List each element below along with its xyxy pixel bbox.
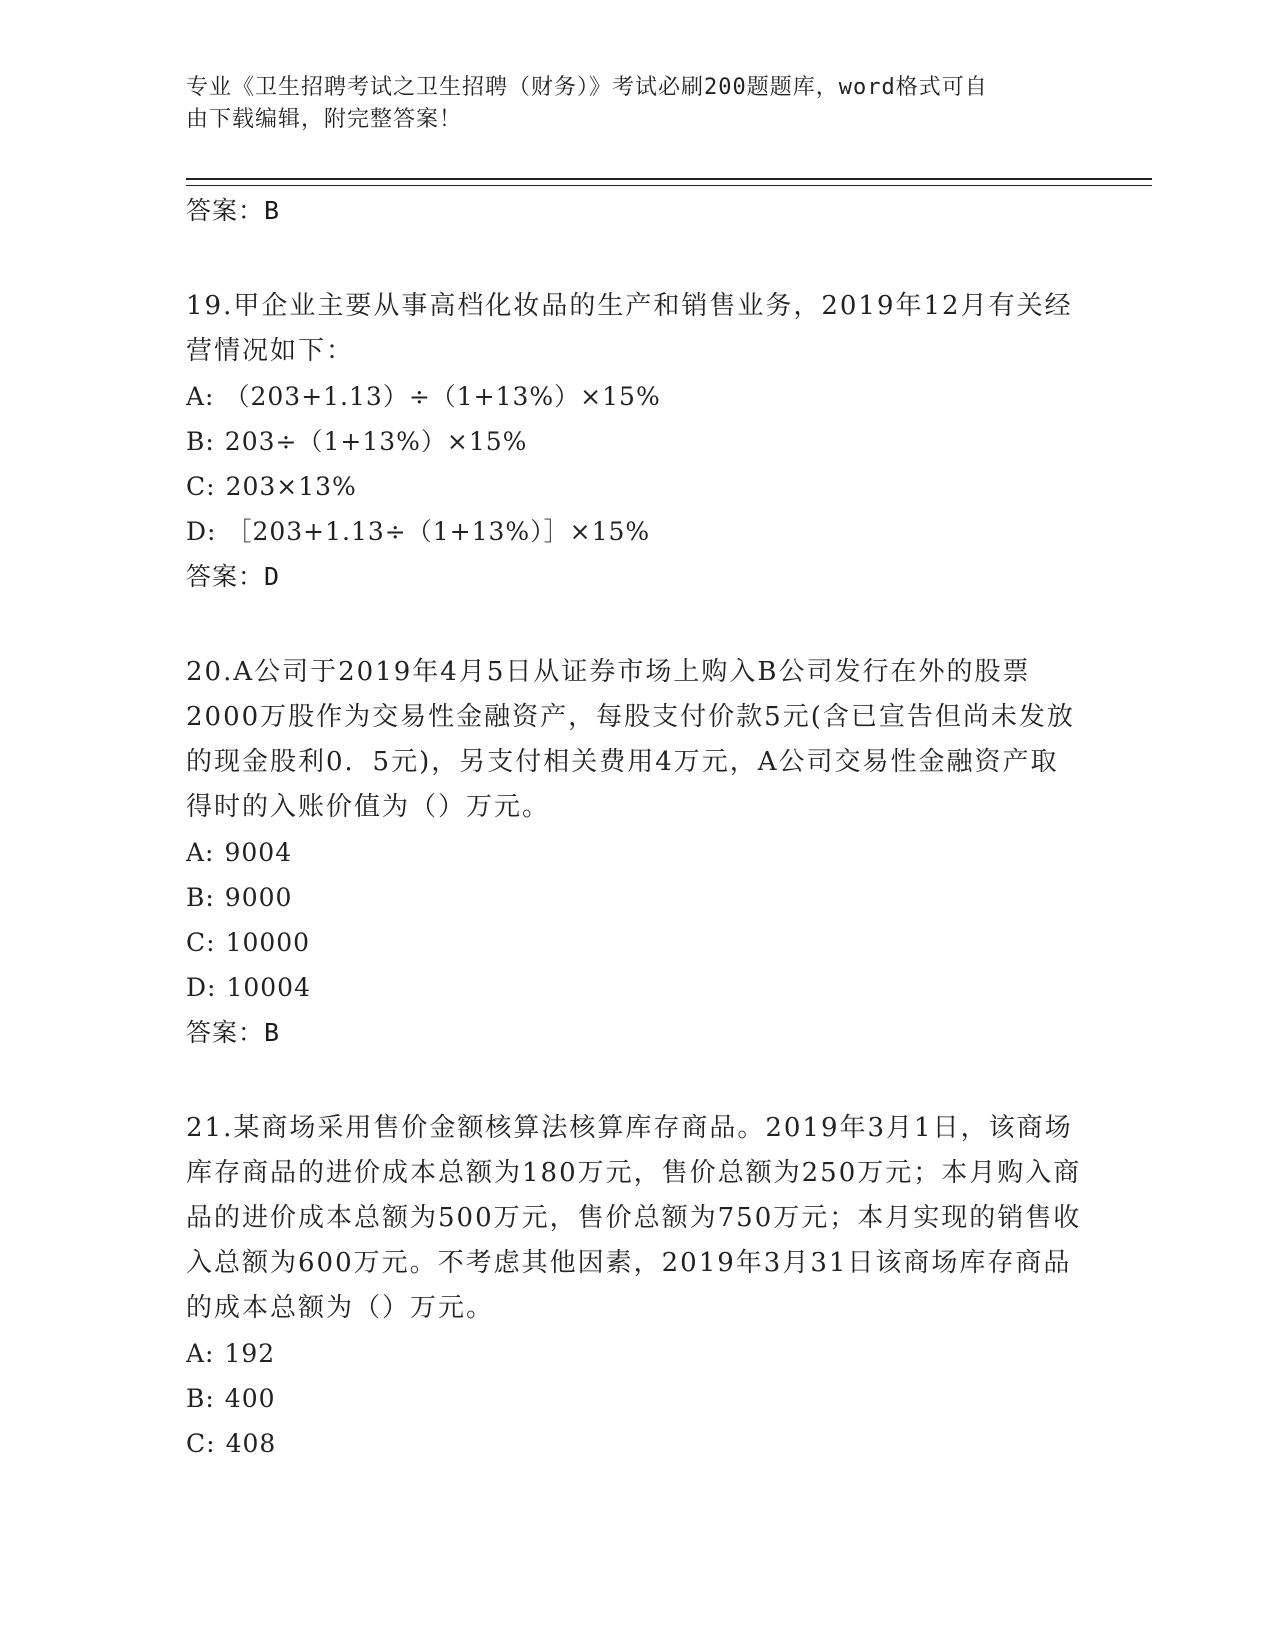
option-letter: B:	[186, 427, 215, 456]
option-c	[186, 1421, 1086, 1466]
question-text: 21.某商场采用售价金额核算法核算库存商品。2019年3月1日，该商场库存商品的进价成本总额为180万元，售价总额为250万元；本月购入商品的进价成本总额为500万元，售价总额为750万元；本月实现的销售收入总额为600万元。不考虑其他因素，2019年3月31日该商场库存商品的成本总额为（）万元。	[186, 1113, 1082, 1323]
previous-answer: 答案：B	[186, 196, 281, 225]
option-b	[186, 419, 1086, 464]
header-divider	[186, 178, 1152, 186]
question-text: 19.甲企业主要从事高档化妆品的生产和销售业务，2019年12月有关经营情况如下：	[186, 291, 1073, 366]
option-letter: A:	[186, 382, 215, 411]
option-b	[186, 875, 1086, 920]
option-d	[186, 509, 1086, 554]
option-letter: A:	[186, 838, 215, 867]
option-letter: C:	[186, 472, 216, 501]
option-text: 203×13%	[225, 472, 357, 501]
option-text: 408	[225, 1429, 277, 1458]
option-c	[186, 920, 1086, 965]
option-text: ［203+1.13÷（1+13%）］×15%	[226, 517, 651, 546]
question-block-19	[186, 284, 1086, 600]
header-line-2: 由下载编辑，附完整答案！	[186, 107, 463, 132]
option-a	[186, 830, 1086, 875]
answer-label: 答案：D	[186, 562, 281, 591]
option-text: 9004	[224, 838, 293, 867]
question-block-20	[186, 650, 1086, 1056]
option-text: 203÷（1+13%）×15%	[224, 427, 528, 456]
question-block-21	[186, 1106, 1086, 1466]
question-text: 20.A公司于2019年4月5日从证券市场上购入B公司发行在外的股票2000万股作为交易性金融资产，每股支付价款5元(含已宣告但尚未发放的现金股利0．5元)，另支付相关费用4万元，A公司交易性金融资产取得时的入账价值为（）万元。	[186, 657, 1075, 822]
option-letter: C:	[186, 928, 216, 957]
document-header	[186, 72, 1086, 136]
option-letter: A:	[186, 1339, 215, 1368]
question-list	[186, 188, 1086, 1466]
option-text: 10004	[226, 973, 311, 1002]
option-text: 400	[224, 1384, 276, 1413]
option-text: （203+1.13）÷（1+13%）×15%	[224, 382, 661, 411]
option-letter: B:	[186, 883, 215, 912]
option-text: 9000	[224, 883, 293, 912]
option-b	[186, 1376, 1086, 1421]
option-letter: B:	[186, 1384, 215, 1413]
answer-label: 答案：B	[186, 1018, 281, 1047]
option-a	[186, 1331, 1086, 1376]
option-d	[186, 965, 1086, 1010]
option-letter: D:	[186, 517, 217, 546]
option-letter: C:	[186, 1429, 216, 1458]
header-line-1: 专业《卫生招聘考试之卫生招聘（财务）》考试必刷200题题库，word格式可自	[186, 75, 988, 100]
option-c	[186, 464, 1086, 509]
option-a	[186, 374, 1086, 419]
option-text: 192	[224, 1339, 276, 1368]
option-text: 10000	[225, 928, 311, 957]
option-letter: D:	[186, 973, 217, 1002]
